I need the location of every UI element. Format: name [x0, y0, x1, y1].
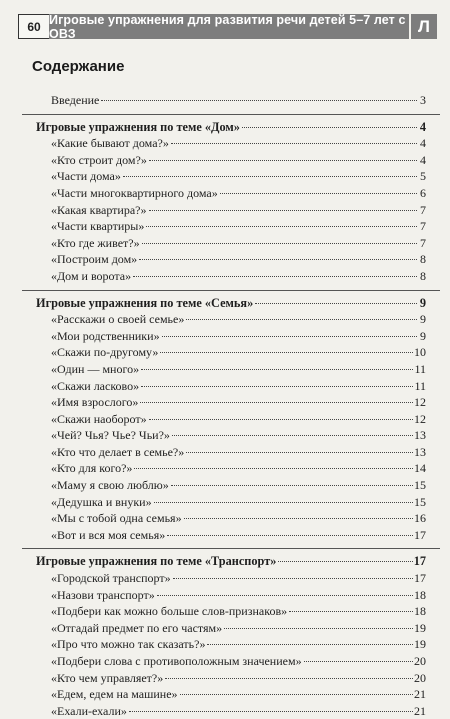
- dot-leader: [224, 627, 413, 629]
- page-number: 60: [18, 14, 49, 39]
- dot-leader: [140, 401, 413, 403]
- dot-leader: [278, 560, 412, 562]
- toc-section-title: Игровые упражнения по теме «Транспорт»: [36, 554, 277, 569]
- toc-entry[interactable]: [0, 411, 450, 428]
- dot-leader: [186, 451, 413, 453]
- toc-entry[interactable]: [0, 686, 450, 703]
- toc-section-title: Игровые упражнения по теме «Дом»: [36, 119, 240, 134]
- toc-entry[interactable]: [0, 185, 450, 202]
- toc-entry-title: «Отгадай предмет по его частям»: [51, 620, 223, 635]
- toc-entry-page: 10: [414, 345, 426, 360]
- toc-entry-title: «Скажи наоборот»: [51, 411, 147, 426]
- toc-entry-title: «Кто чем управляет?»: [51, 670, 164, 685]
- toc-entry-page: 11: [414, 361, 426, 376]
- toc-entry-page: 17: [414, 527, 426, 542]
- toc-entry-page: 4: [420, 152, 426, 167]
- toc-entry-page: 11: [414, 378, 426, 393]
- toc-entry-title: «Едем, едем на машине»: [51, 687, 178, 702]
- toc-entry-page: 15: [414, 478, 426, 493]
- toc-section-transport[interactable]: [0, 553, 450, 570]
- toc-entry[interactable]: [0, 477, 450, 494]
- toc-entry[interactable]: [0, 460, 450, 477]
- dot-leader: [123, 175, 417, 177]
- toc-entry-title: «Мои родственники»: [51, 328, 160, 343]
- toc-entry-page: 21: [414, 703, 426, 718]
- dot-leader: [154, 501, 413, 503]
- dot-leader: [242, 126, 417, 128]
- publisher-logo: Л: [409, 14, 437, 39]
- toc-entry-title: «Чей? Чья? Чье? Чьи?»: [51, 428, 170, 443]
- toc-section-page: 17: [413, 554, 426, 569]
- toc-entry-page: 7: [420, 219, 426, 234]
- toc-entry-title: «Вот и вся моя семья»: [51, 527, 166, 542]
- dot-leader: [134, 467, 413, 469]
- toc-entry-title: «Части квартиры»: [51, 219, 145, 234]
- dot-leader: [101, 99, 417, 101]
- toc-entry[interactable]: [0, 570, 450, 587]
- toc-entry-title: «Про что можно так сказать?»: [51, 637, 206, 652]
- toc-entry-page: 18: [414, 587, 426, 602]
- dot-leader: [141, 385, 413, 387]
- toc-entry-page: 6: [420, 185, 426, 200]
- toc-entry-title: Введение: [51, 93, 100, 107]
- toc-entry-page: 4: [420, 136, 426, 151]
- toc-entry-page: 7: [420, 202, 426, 217]
- toc-entry-title: «Кто строит дом?»: [51, 152, 147, 167]
- dot-leader: [141, 368, 413, 370]
- toc-entry-page: 20: [414, 670, 426, 685]
- toc-entry-page: 12: [414, 395, 426, 410]
- toc-entry-title: «Расскажи о своей семье»: [51, 312, 185, 327]
- toc-entry-page: 5: [420, 169, 426, 184]
- toc-entry[interactable]: [0, 235, 450, 252]
- toc-entry-page: 19: [414, 637, 426, 652]
- toc-entry[interactable]: [0, 394, 450, 411]
- toc-entry-page: 8: [420, 268, 426, 283]
- toc-entry[interactable]: [0, 670, 450, 687]
- toc-entry[interactable]: [0, 703, 450, 719]
- toc-entry[interactable]: [0, 251, 450, 268]
- toc-entry[interactable]: [0, 620, 450, 637]
- dot-leader: [173, 577, 413, 579]
- toc-entry-title: «Дом и ворота»: [51, 268, 132, 283]
- toc-entry[interactable]: [0, 494, 450, 511]
- dot-leader: [129, 710, 413, 712]
- toc-entry[interactable]: [0, 603, 450, 620]
- toc-entry-page: 13: [414, 428, 426, 443]
- toc-entry[interactable]: [0, 152, 450, 169]
- toc-entry-title: «Дедушка и внуки»: [51, 494, 152, 509]
- toc-entry-title: «Ехали-ехали»: [51, 703, 127, 718]
- toc-entry[interactable]: [0, 328, 450, 345]
- section-divider: [22, 548, 440, 549]
- toc-entry-title: «Один — много»: [51, 361, 140, 376]
- toc-entry-title: «Мы с тобой одна семья»: [51, 511, 182, 526]
- toc-entry[interactable]: [0, 378, 450, 395]
- dot-leader: [146, 225, 417, 227]
- toc-entry-page: 7: [420, 235, 426, 250]
- dot-leader: [171, 142, 417, 144]
- toc-entry[interactable]: [0, 168, 450, 185]
- toc-entry[interactable]: [0, 587, 450, 604]
- running-header-title: Игровые упражнения для развития речи детей 5–7 лет с ОВЗ: [49, 14, 409, 39]
- dot-leader: [149, 418, 413, 420]
- running-header: [18, 14, 437, 39]
- toc-entry-page: 20: [414, 654, 426, 668]
- dot-leader: [149, 209, 418, 211]
- dot-leader: [184, 517, 413, 519]
- dot-leader: [172, 434, 413, 436]
- dot-leader: [142, 242, 417, 244]
- toc-entry-title: «Имя взрослого»: [51, 395, 139, 410]
- dot-leader: [255, 302, 417, 304]
- toc-section-home[interactable]: [0, 119, 450, 136]
- toc-entry[interactable]: [0, 218, 450, 235]
- toc-entry-page: 13: [414, 444, 426, 459]
- toc-entry-title: «Построим дом»: [51, 252, 138, 267]
- toc-entry-page: 3: [420, 93, 426, 107]
- toc-entry[interactable]: [0, 311, 450, 328]
- dot-leader: [157, 594, 413, 596]
- dot-leader: [160, 351, 413, 353]
- dot-leader: [167, 534, 413, 536]
- toc-entry[interactable]: [0, 510, 450, 527]
- toc-entry-title: «Кто что делает в семье?»: [51, 444, 185, 459]
- section-divider: [22, 114, 440, 115]
- toc-entry-title: «Какие бывают дома?»: [51, 136, 169, 151]
- toc-entry[interactable]: [0, 527, 450, 544]
- toc-entry-title: «Кто для кого?»: [51, 461, 133, 476]
- table-of-contents: [0, 92, 450, 719]
- toc-entry[interactable]: [0, 427, 450, 444]
- toc-entry[interactable]: [0, 653, 450, 670]
- toc-entry-page: 19: [414, 620, 426, 635]
- toc-section-page: 9: [419, 295, 426, 310]
- toc-section-family[interactable]: [0, 295, 450, 312]
- toc-entry-page: 8: [420, 252, 426, 267]
- toc-entry-title: «Подбери слова с противоположным значением»: [51, 654, 302, 668]
- dot-leader: [220, 192, 417, 194]
- toc-entry-title: «Какая квартира?»: [51, 202, 147, 217]
- toc-entry-title: «Назови транспорт»: [51, 587, 155, 602]
- toc-entry-page: 21: [414, 687, 426, 702]
- dot-leader: [171, 484, 413, 486]
- dot-leader: [165, 677, 413, 679]
- toc-entry[interactable]: [0, 636, 450, 653]
- dot-leader: [133, 275, 417, 277]
- toc-entry-page: 16: [414, 511, 426, 526]
- toc-entry-title: «Подбери как можно больше слов-признаков»: [51, 604, 288, 619]
- toc-section-page: 4: [419, 119, 426, 134]
- toc-entry-page: 9: [420, 312, 426, 327]
- toc-entry-title: «Городской транспорт»: [51, 571, 171, 586]
- toc-entry-title: «Кто где живет?»: [51, 235, 140, 250]
- toc-entry-page: 15: [414, 494, 426, 509]
- dot-leader: [139, 258, 417, 260]
- toc-entry[interactable]: [0, 202, 450, 219]
- dot-leader: [180, 693, 413, 695]
- toc-entry-page: 17: [414, 571, 426, 586]
- toc-entry-title: «Маму я свою люблю»: [51, 478, 169, 493]
- toc-entry-title: «Скажи по-другому»: [51, 345, 159, 360]
- dot-leader: [162, 335, 417, 337]
- section-divider: [22, 290, 440, 291]
- toc-entry[interactable]: [0, 361, 450, 378]
- toc-entry[interactable]: [0, 268, 450, 285]
- toc-entry[interactable]: [0, 135, 450, 152]
- dot-leader: [304, 660, 413, 662]
- dot-leader: [207, 643, 413, 645]
- toc-entry-page: 18: [414, 604, 426, 619]
- toc-entry-intro[interactable]: [0, 92, 450, 109]
- toc-heading: Содержание: [32, 58, 125, 75]
- toc-entry[interactable]: [0, 444, 450, 461]
- toc-entry-page: 14: [414, 461, 426, 476]
- toc-section-title: Игровые упражнения по теме «Семья»: [36, 295, 254, 310]
- toc-entry-title: «Части многоквартирного дома»: [51, 185, 218, 200]
- dot-leader: [149, 159, 417, 161]
- toc-entry-page: 12: [414, 411, 426, 426]
- dot-leader: [186, 318, 417, 320]
- toc-entry-page: 9: [420, 328, 426, 343]
- dot-leader: [289, 610, 413, 612]
- toc-entry-title: «Части дома»: [51, 169, 121, 184]
- toc-entry-title: «Скажи ласково»: [51, 378, 140, 393]
- toc-entry[interactable]: [0, 344, 450, 361]
